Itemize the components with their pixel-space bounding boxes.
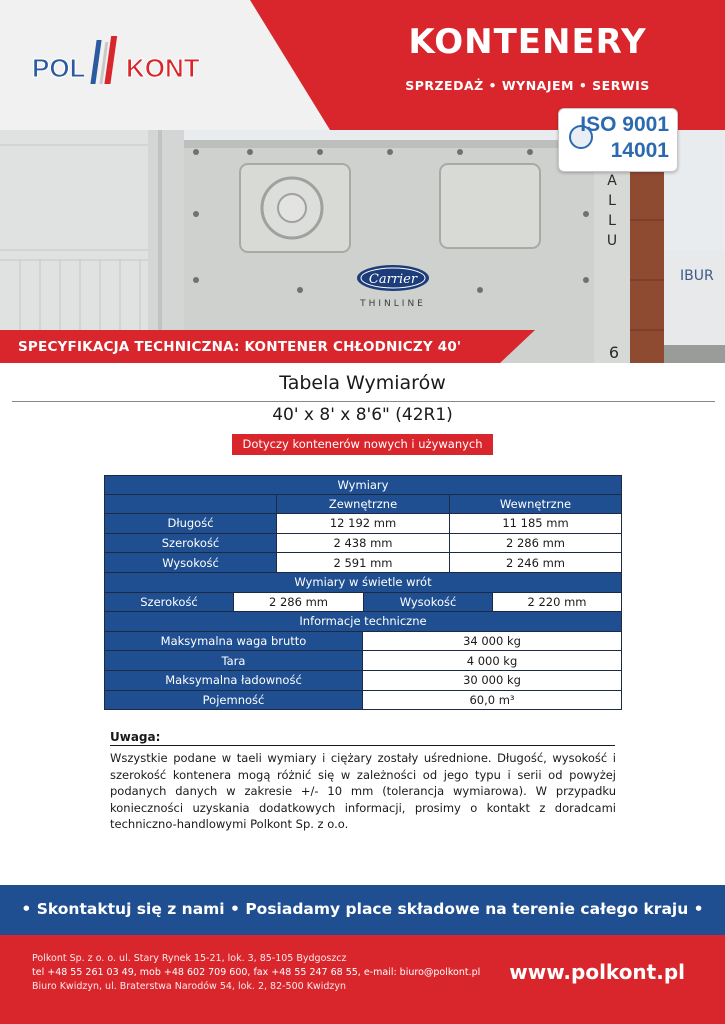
tech-value: 34 000 kg bbox=[363, 632, 621, 651]
tech-value: 30 000 kg bbox=[363, 671, 621, 690]
logo-text-left: POL bbox=[32, 53, 86, 83]
polkont-logo bbox=[30, 30, 270, 90]
svg-text:A: A bbox=[607, 173, 617, 189]
section-header-door: Wymiary w świetle wrót bbox=[105, 573, 621, 592]
tech-value: 4 000 kg bbox=[363, 651, 621, 670]
tech-value: 60,0 m³ bbox=[363, 691, 621, 710]
section-header-dimensions: Wymiary bbox=[105, 476, 621, 494]
door-height-value: 2 220 mm bbox=[493, 593, 621, 612]
table-title-divider bbox=[12, 401, 715, 402]
svg-text:U: U bbox=[606, 233, 618, 249]
door-height-label: Wysokość bbox=[364, 593, 493, 612]
svg-text:6: 6 bbox=[608, 343, 620, 362]
row-label: Wysokość bbox=[105, 553, 277, 572]
spec-table bbox=[104, 475, 622, 710]
page-title: KONTENERY bbox=[408, 22, 647, 62]
page-subtitle: SPRZEDAŻ • WYNAJEM • SERWIS bbox=[405, 78, 650, 93]
cell-external: 2 438 mm bbox=[277, 534, 450, 553]
table-title: Tabela Wymiarów bbox=[279, 372, 446, 394]
table-row bbox=[104, 651, 622, 671]
section-header-tech: Informacje techniczne bbox=[105, 612, 621, 631]
row-label: Szerokość bbox=[105, 534, 277, 553]
iso-14001-label: 14001 bbox=[610, 139, 669, 162]
carrier-brand: Carrier bbox=[368, 272, 418, 287]
cell-internal: 2 286 mm bbox=[450, 534, 621, 553]
row-label: Długość bbox=[105, 514, 277, 533]
cell-internal: 11 185 mm bbox=[450, 514, 621, 533]
table-row bbox=[104, 534, 622, 554]
spec-banner-text: SPECYFIKACJA TECHNICZNA: KONTENER CHŁODNICZY 40' bbox=[18, 339, 462, 355]
footer-address-main: Polkont Sp. z o. o. ul. Stary Rynek 15-21, lok. 3, 85-105 Bydgoszcz bbox=[32, 953, 347, 964]
tech-label: Maksymalna waga brutto bbox=[105, 632, 363, 651]
svg-text:L: L bbox=[608, 213, 616, 229]
applies-to-badge: Dotyczy kontenerów nowych i używanych bbox=[232, 434, 493, 455]
website-link[interactable]: www.polkont.pl bbox=[509, 960, 685, 984]
tech-label: Pojemność bbox=[105, 691, 363, 710]
tech-label: Tara bbox=[105, 651, 363, 670]
contact-band-text: • Skontaktuj się z nami • Posiadamy place składowe na terenie całego kraju • bbox=[21, 900, 704, 918]
note-text: Wszystkie podane w taeli wymiary i ciężary zostały uśrednione. Długość, wysokość i szerokość kontenera mogą różnić się w zależności od jego typu i serii od powyżej podanych danych w zakresie +/- 10 mm (tolerancja wymiarowa). W przypadku konieczności uzyskania dodatkowych informacji, prosimy o kontakt z doradcami techniczno-handlowymi Polkont Sp. z o.o. bbox=[110, 751, 616, 831]
column-header-internal: Wewnętrzne bbox=[450, 495, 621, 514]
table-row bbox=[104, 495, 622, 515]
door-width-value: 2 286 mm bbox=[234, 593, 364, 612]
footer-contact-line: tel +48 55 261 03 49, mob +48 602 709 600, fax +48 55 247 68 55, e-mail: biuro@polkont.pl bbox=[32, 967, 481, 978]
carrier-model: THINLINE bbox=[360, 299, 426, 309]
column-header-external: Zewnętrzne bbox=[277, 495, 450, 514]
svg-text:L: L bbox=[608, 193, 616, 209]
cell-external: 12 192 mm bbox=[277, 514, 450, 533]
table-row bbox=[104, 632, 622, 652]
logo-bar-blue bbox=[90, 40, 101, 84]
table-cell bbox=[105, 495, 277, 514]
cell-internal: 2 246 mm bbox=[450, 553, 621, 572]
table-row bbox=[104, 573, 622, 593]
logo-text-right: KONT bbox=[126, 53, 200, 83]
table-row bbox=[104, 593, 622, 613]
iso-badge bbox=[558, 108, 678, 172]
footer-address-branch: Biuro Kwidzyn, ul. Braterstwa Narodów 54, lok. 2, 82-500 Kwidzyn bbox=[32, 981, 346, 992]
table-row bbox=[104, 691, 622, 711]
svg-text:IBUR: IBUR bbox=[680, 268, 714, 284]
tech-label: Maksymalna ładowność bbox=[105, 671, 363, 690]
note-divider bbox=[110, 745, 615, 746]
table-row bbox=[104, 553, 622, 573]
cell-external: 2 591 mm bbox=[277, 553, 450, 572]
table-row bbox=[104, 475, 622, 495]
container-dimensions-code: 40' x 8' x 8'6" (42R1) bbox=[272, 405, 453, 425]
table-row bbox=[104, 612, 622, 632]
door-width-label: Szerokość bbox=[105, 593, 234, 612]
note-heading: Uwaga: bbox=[110, 730, 161, 744]
table-row bbox=[104, 514, 622, 534]
iso-9001-label: ISO 9001 bbox=[580, 113, 669, 136]
table-row bbox=[104, 671, 622, 691]
